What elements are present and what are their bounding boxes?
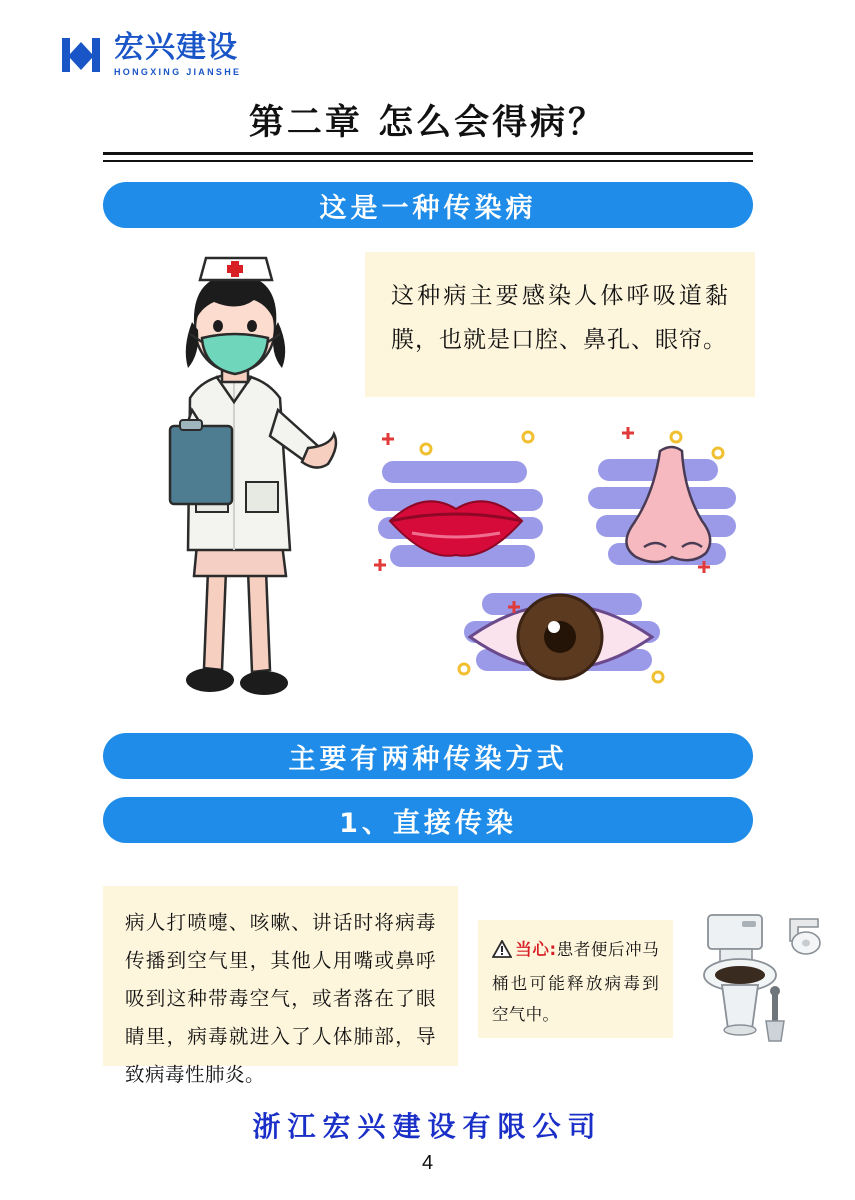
page-number: 4 bbox=[421, 1152, 434, 1174]
warning-box-toilet bbox=[478, 920, 673, 1038]
info-box-transmission: 这种病主要感染人体呼吸道黏膜，也就是口腔、鼻孔、眼帘。 bbox=[365, 252, 755, 397]
nurse-illustration bbox=[130, 250, 350, 710]
text-box-direct-transmission: 病人打喷嚏、咳嗽、讲话时将病毒传播到空气里，其他人用嘴或鼻呼吸到这种带毒空气，或者落在了眼睛里，病毒就进入了人体肺部，导致病毒性肺炎。 bbox=[103, 886, 458, 1066]
warning-text: 患者便后冲马桶也可能释放病毒到空气中。 bbox=[492, 940, 659, 1024]
page-title: 第二章 怎么会得病？ bbox=[248, 103, 607, 143]
section-banner-two-ways: 主要有两种传染方式 bbox=[103, 733, 753, 779]
title-divider-thick bbox=[103, 152, 753, 155]
logo-name-cn: 宏兴建设 bbox=[114, 30, 238, 65]
section-banner-direct: 1、直接传染 bbox=[103, 797, 753, 843]
toilet-illustration bbox=[686, 905, 826, 1050]
logo-text bbox=[114, 30, 242, 77]
logo-mark-icon bbox=[58, 32, 104, 78]
warning-label: 当心: bbox=[515, 940, 557, 959]
footer-company-name: 浙江宏兴建设有限公司 bbox=[252, 1110, 603, 1143]
company-logo bbox=[58, 32, 241, 78]
organ-icons-group bbox=[360, 415, 760, 710]
warning-triangle-icon bbox=[492, 937, 512, 968]
title-divider-thin bbox=[103, 160, 753, 162]
section-banner-infectious: 这是一种传染病 bbox=[103, 182, 753, 228]
logo-name-en: HONGXING JIANSHE bbox=[114, 67, 242, 77]
